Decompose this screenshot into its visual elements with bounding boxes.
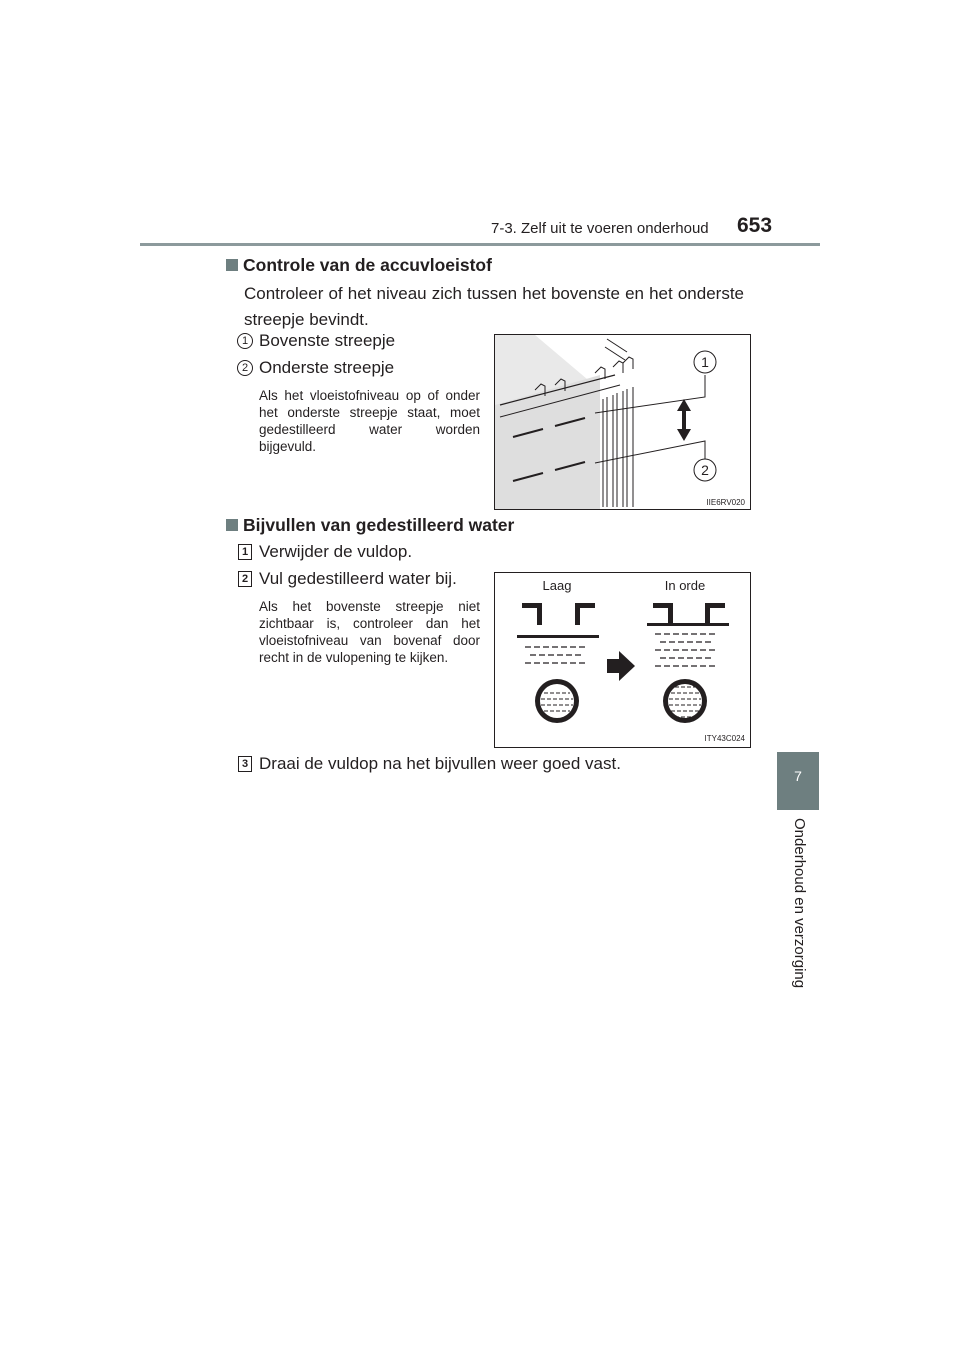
label-ok: In orde: [664, 578, 706, 593]
item-lower-line: Onderste streepje: [259, 358, 395, 377]
battery-illustration: [495, 335, 750, 509]
callout-marker-1: 1: [237, 333, 253, 349]
step-number-2: 2: [238, 571, 252, 587]
chapter-tab: [777, 752, 819, 810]
square-bullet-icon: [226, 519, 238, 531]
item-upper-line: Bovenste streepje: [259, 331, 396, 350]
page-number: 653: [737, 214, 773, 237]
chapter-number: 7: [794, 768, 802, 784]
label-low: Laag: [542, 578, 572, 593]
fill-level-illustration: [495, 573, 750, 747]
fill-level-figure: [494, 572, 751, 748]
battery-level-figure: [494, 334, 751, 510]
step-number-3: 3: [238, 756, 252, 772]
chapter-title: Onderhoud en verzorging: [791, 818, 808, 989]
step-1-text: Verwijder de vuldop.: [259, 542, 413, 561]
figure1-callout-2: 2: [701, 462, 709, 478]
section1-heading: [226, 255, 492, 276]
header-rule: [140, 243, 820, 246]
step-2-text: Vul gedestilleerd water bij.: [259, 569, 457, 588]
figure1-callout-1: 1: [701, 354, 709, 370]
section-title: 7-3. Zelf uit te voeren onderhoud: [491, 220, 709, 237]
square-bullet-icon: [226, 259, 238, 271]
section2-note: Als het bovenste streepje niet zichtbaar is, controleer dan het vloeistofniveau van bovenaf door recht in de vulopening te kijken.: [259, 599, 480, 665]
section2-heading-text: Bijvullen van gedestilleerd water: [243, 515, 515, 535]
section1-intro: Controleer of het niveau zich tussen het bovenste en het onderste streepje bevindt.: [244, 284, 744, 329]
callout-marker-2: 2: [237, 360, 253, 376]
step-3-text: Draai de vuldop na het bijvullen weer goed vast.: [259, 754, 621, 773]
section1-note: Als het vloeistofniveau op of onder het onderste streepje staat, moet gedestilleerd water worden bijgevuld.: [259, 388, 480, 454]
section2-heading: [226, 515, 514, 536]
figure2-code: ITY43C024: [704, 734, 745, 743]
step-number-1: 1: [238, 544, 252, 560]
section1-heading-text: Controle van de accuvloeistof: [243, 255, 492, 275]
figure1-code: IIE6RV020: [706, 498, 745, 507]
